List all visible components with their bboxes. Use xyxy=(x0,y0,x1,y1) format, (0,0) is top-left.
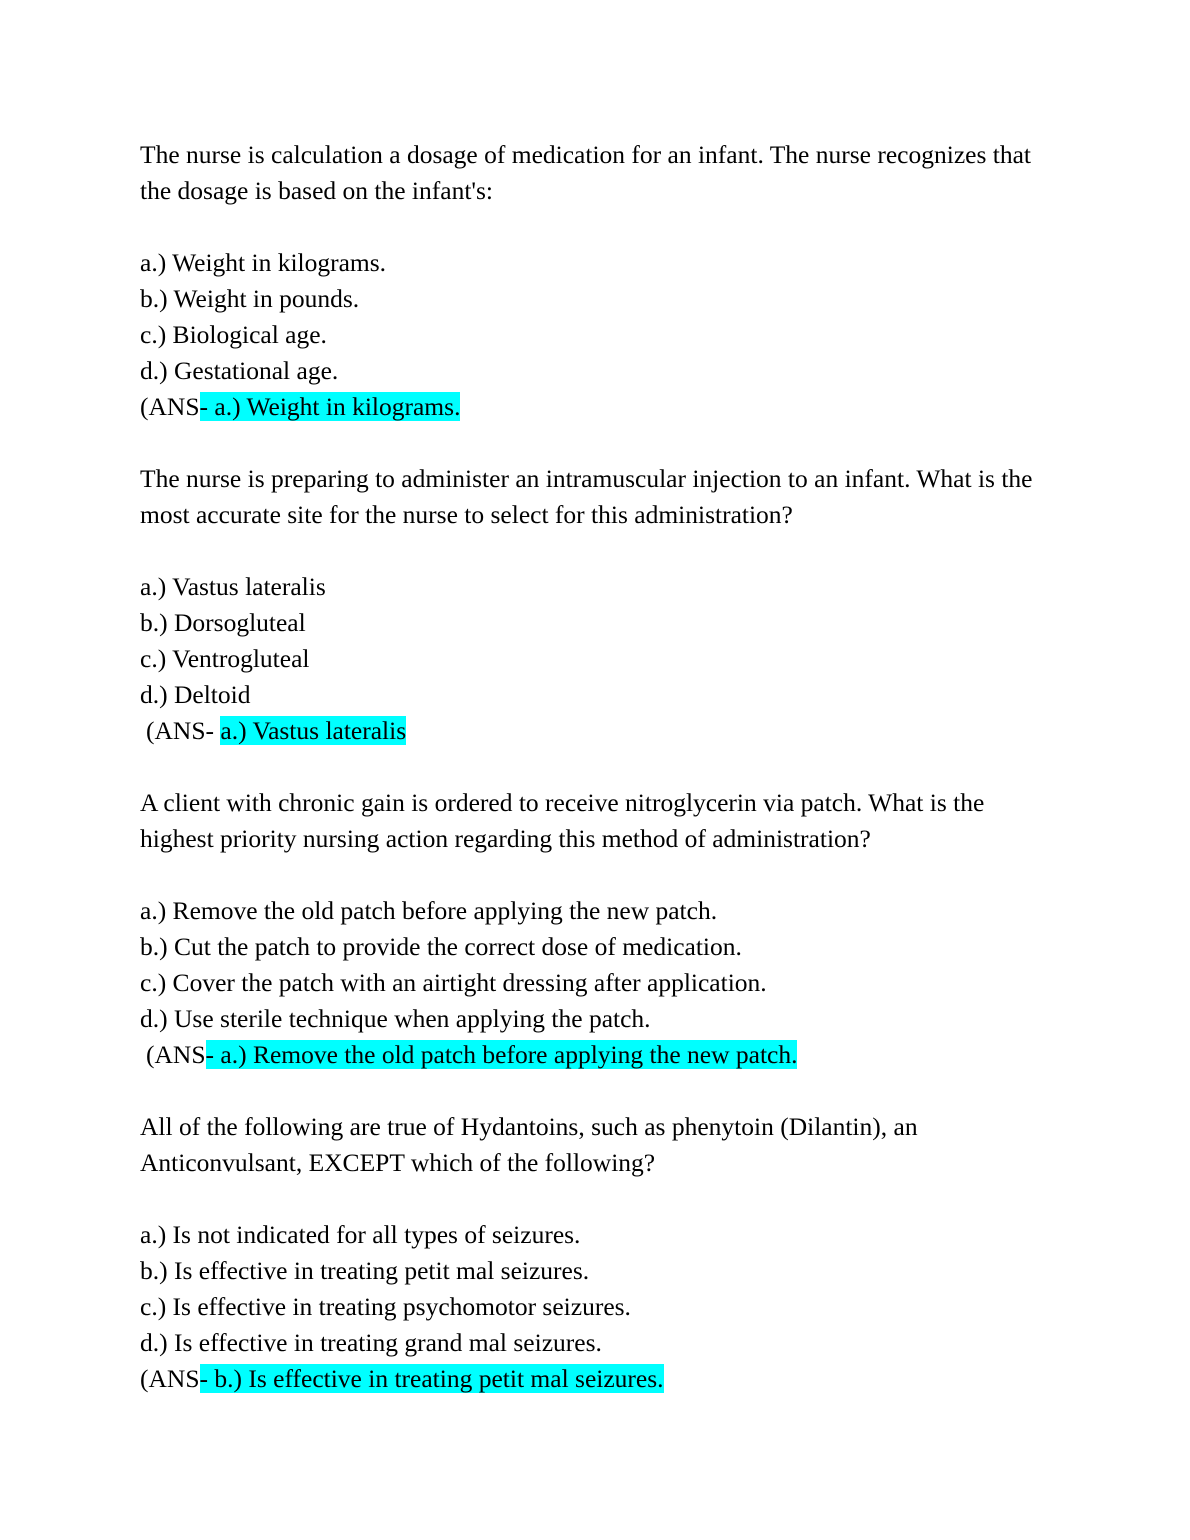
answer-prefix: (ANS xyxy=(140,392,200,421)
answer-line xyxy=(140,1037,1060,1073)
question-text: All of the following are true of Hydantoins, such as phenytoin (Dilantin), an Anticonvulsant, EXCEPT which of the following? xyxy=(140,1112,918,1177)
option-b: b.) Cut the patch to provide the correct dose of medication. xyxy=(140,932,742,961)
answer-line xyxy=(140,389,1060,425)
question-block-4 xyxy=(140,1109,1060,1397)
option-c: c.) Is effective in treating psychomotor seizures. xyxy=(140,1292,631,1321)
option-list xyxy=(140,893,1060,1037)
option-d: d.) Gestational age. xyxy=(140,356,339,385)
question-text: A client with chronic gain is ordered to receive nitroglycerin via patch. What is the highest priority nursing action regarding this method of administration? xyxy=(140,788,985,853)
option-list xyxy=(140,245,1060,389)
question-block-1 xyxy=(140,137,1060,425)
question-block-3 xyxy=(140,785,1060,1073)
option-c: c.) Biological age. xyxy=(140,320,327,349)
option-d: d.) Deltoid xyxy=(140,680,251,709)
answer-line xyxy=(140,1361,1060,1397)
answer-highlight: - a.) Remove the old patch before applying the new patch. xyxy=(205,1040,798,1069)
option-d: d.) Is effective in treating grand mal seizures. xyxy=(140,1328,602,1357)
option-b: b.) Dorsogluteal xyxy=(140,608,306,637)
option-d: d.) Use sterile technique when applying the patch. xyxy=(140,1004,651,1033)
option-a: a.) Weight in kilograms. xyxy=(140,248,387,277)
answer-highlight: - b.) Is effective in treating petit mal seizures. xyxy=(199,1364,664,1393)
answer-prefix: (ANS xyxy=(140,1364,200,1393)
answer-highlight: a.) Vastus lateralis xyxy=(220,716,407,745)
option-b: b.) Weight in pounds. xyxy=(140,284,360,313)
question-text: The nurse is calculation a dosage of medication for an infant. The nurse recognizes that the dosage is based on the infant's: xyxy=(140,140,1031,205)
option-b: b.) Is effective in treating petit mal seizures. xyxy=(140,1256,590,1285)
option-list xyxy=(140,1217,1060,1361)
document-page xyxy=(140,137,1060,1397)
option-a: a.) Is not indicated for all types of seizures. xyxy=(140,1220,581,1249)
option-list xyxy=(140,569,1060,713)
answer-highlight: - a.) Weight in kilograms. xyxy=(199,392,461,421)
answer-prefix: (ANS xyxy=(146,1040,206,1069)
question-text: The nurse is preparing to administer an intramuscular injection to an infant. What is the most accurate site for the nurse to select for this administration? xyxy=(140,464,1033,529)
answer-prefix: (ANS- xyxy=(146,716,221,745)
option-c: c.) Cover the patch with an airtight dressing after application. xyxy=(140,968,767,997)
option-c: c.) Ventrogluteal xyxy=(140,644,310,673)
option-a: a.) Remove the old patch before applying the new patch. xyxy=(140,896,718,925)
question-block-2 xyxy=(140,461,1060,749)
option-a: a.) Vastus lateralis xyxy=(140,572,326,601)
answer-line xyxy=(140,713,1060,749)
